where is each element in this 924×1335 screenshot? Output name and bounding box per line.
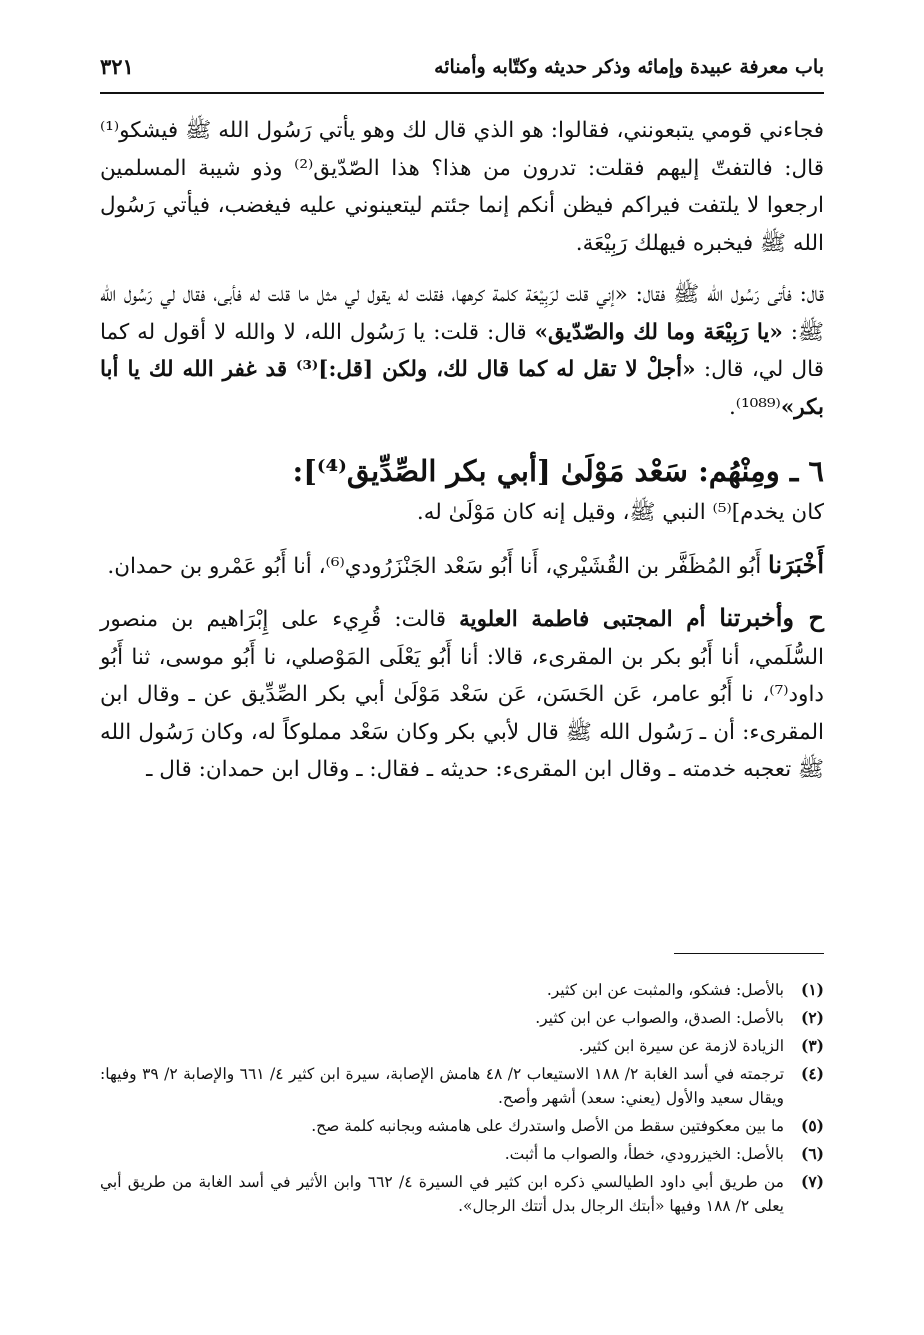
footnote bbox=[100, 1142, 824, 1166]
footnote-text: بالأصل: الصدق، والصواب عن ابن كثير. bbox=[535, 1009, 784, 1027]
paragraph-2-part-a: قال: فأتى رَسُول الله ﷺ فقال: «إني قلت لرَبِيْعَة كلمة كرهها، فقلت له يقول لي مثل ما قلت له فأبى، فقال لي رَسُول الله ﷺ: bbox=[100, 282, 824, 345]
footnote-number: (١) bbox=[800, 980, 824, 999]
footnote-separator bbox=[674, 953, 824, 954]
paragraph-2 bbox=[100, 276, 824, 426]
hadith-quote-1: «يا رَبِيْعَة وما لك والصّدّيق» bbox=[534, 319, 783, 345]
paragraph-5-rest: قالت: قُرِيء على إِبْرَاهيم بن منصور السُّلَمي، أنا أَبُو بكر بن المقرىء، قالا: أنا أَبُو يَعْلَى المَوْصلي، نا أَبُو موسى، ثنا أَبُو داود⁽⁷⁾، نا أَبُو عامر، عَن الحَسَن، عَن سَعْد مَوْلَىٰ أبي بكر الصِّدِّيق عن ـ وقال ابن المقرىء: أن ـ رَسُول الله ﷺ قال لأبي بكر وكان سَعْد مملوكاً له، وكان رَسُول الله ﷺ تعجبه خدمته ـ وقال ابن المقرىء: حديثه ـ فقال: ـ وقال ابن حمدان: قال ـ bbox=[100, 607, 825, 782]
running-title: باب معرفة عبيدة وإمائه وذكر حديثه وكتّابه وأمنائه bbox=[434, 56, 824, 78]
footnote-number: (٤) bbox=[800, 1064, 824, 1083]
footnote bbox=[100, 1114, 824, 1138]
footnote-text: ما بين معكوفتين سقط من الأصل واستدرك على هامشه وبجانبه كلمة صح. bbox=[311, 1117, 784, 1135]
footnote-number: (٣) bbox=[800, 1036, 824, 1055]
footnote bbox=[100, 1170, 824, 1218]
narrator-name: أم المجتبى فاطمة العلوية bbox=[459, 607, 720, 632]
hadith-quote-2: «أجلْ لا تقل له كما قال لك، ولكن [قل:]⁽³⁾ قد غفر الله لك يا أبا بكر» bbox=[100, 357, 824, 420]
paragraph-3: كان يخدم]⁽⁵⁾ النبي ﷺ، وقيل إنه كان مَوْلَىٰ له. bbox=[416, 500, 824, 525]
footnotes bbox=[100, 978, 824, 1222]
footnote-text: بالأصل: فشكو، والمثبت عن ابن كثير. bbox=[546, 981, 784, 999]
header-rule bbox=[100, 92, 824, 94]
footnote-text: بالأصل: الخيزرودي، خطأ، والصواب ما أثبت. bbox=[504, 1145, 784, 1163]
hadith-number: ⁽¹⁰⁸⁹⁾. bbox=[728, 394, 781, 420]
section-heading: ٦ ـ ومِنْهُم: سَعْد مَوْلَىٰ [أبي بكر الصِّدِّيق⁽⁴⁾]: bbox=[292, 454, 824, 488]
footnote-number: (٢) bbox=[800, 1008, 824, 1027]
paragraph-2-part-c: قال: قلت: يا رَسُول الله، لا والله لا أقول له كما قال لي، قال: bbox=[100, 319, 824, 382]
isnad-lead-2: ح وأخبرتنا bbox=[719, 603, 825, 632]
main-text bbox=[100, 112, 824, 789]
footnote-number: (٥) bbox=[800, 1116, 824, 1135]
isnad-lead: أَخْبَرَنا bbox=[768, 549, 824, 579]
footnote-text: الزيادة لازمة عن سيرة ابن كثير. bbox=[578, 1037, 784, 1055]
footnote-text: من طريق أبي داود الطيالسي ذكره ابن كثير في السيرة ٤/ ٦٦٢ وابن الأثير في أسد الغابة من طريق أبي يعلى ٢/ ١٨٨ وفيها «أبتك الرجال بدل أتتك الرجال». bbox=[100, 1173, 784, 1215]
page-number: ٣٢١ bbox=[100, 54, 134, 79]
footnote bbox=[100, 1034, 824, 1058]
footnote-number: (٦) bbox=[800, 1144, 824, 1163]
footnote-number: (٧) bbox=[800, 1172, 824, 1191]
footnote bbox=[100, 1062, 824, 1110]
paragraph-4 bbox=[100, 546, 824, 586]
footnote bbox=[100, 978, 824, 1002]
page-header bbox=[100, 52, 824, 92]
paragraph-4-rest: أَبُو المُظَفَّر بن القُشَيْري، أَنا أَبُو سَعْد الجَنْزَرُودي⁽⁶⁾، أنا أَبُو عَمْرو بن حمدان. bbox=[107, 553, 769, 579]
paragraph-5 bbox=[100, 599, 824, 789]
paragraph-1: فجاءني قومي يتبعونني، فقالوا: هو الذي قال لك وهو يأتي رَسُول الله ﷺ فيشكو⁽¹⁾ قال: فالتفتّ إليهم فقلت: تدرون من هذا؟ هذا الصّدّيق⁽²⁾ وذو شيبة المسلمين ارجعوا لا يلتفت فيراكم فيظن أنكم إنما جئتم ليتعينوني عليه فيغضب، فيأتي رَسُول الله ﷺ فيخبره فيهلك رَبِيْعَة. bbox=[100, 118, 824, 256]
footnote-text: ترجمته في أسد الغابة ٢/ ١٨٨ الاستيعاب ٢/ ٤٨ هامش الإصابة، سيرة ابن كثير ٤/ ٦٦١ والإصابة ٢/ ٣٩ وفيها: ويقال سعيد والأول (يعني: سعد) أشهر وأصح. bbox=[100, 1065, 785, 1107]
footnote bbox=[100, 1006, 824, 1030]
